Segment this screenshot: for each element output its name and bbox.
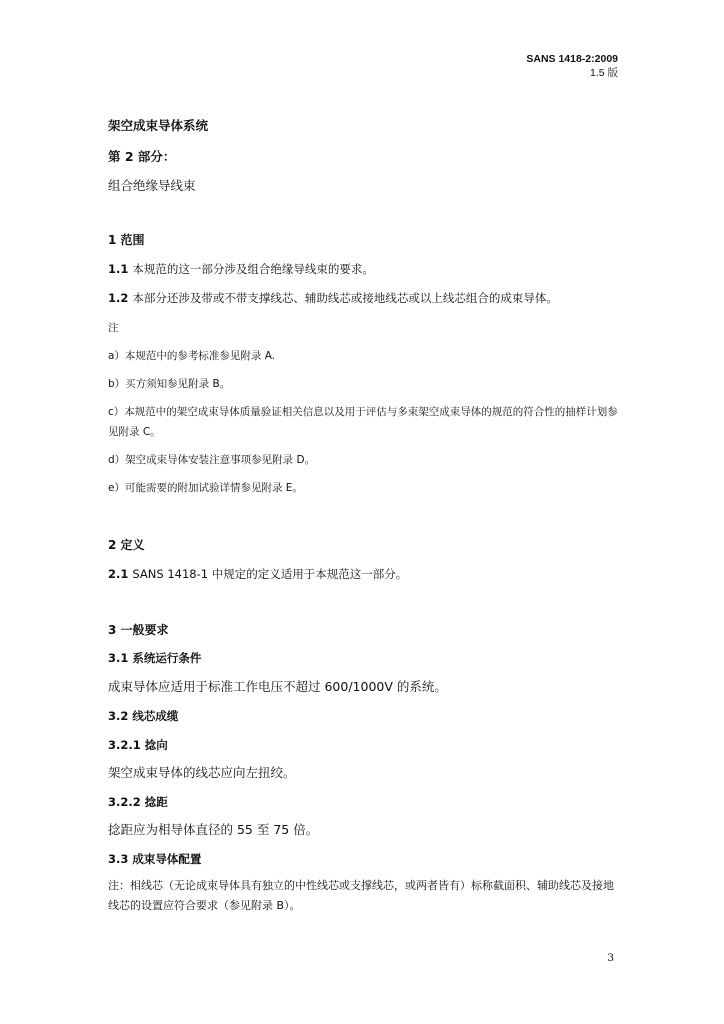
edition-label: 1.5 版	[589, 67, 618, 79]
clause-1-2	[108, 290, 558, 306]
part-label: 第 2 部分：	[108, 149, 176, 164]
clause-text: 本部分还涉及带或不带支撑线芯、辅助线芯或接地线芯或以上线芯组合的成束导体。	[132, 291, 558, 305]
clause-number: 1.2	[108, 291, 129, 305]
note-item: c）本规范中的架空成束导体质量验证相关信息以及用于评估与多束架空成束导体的规范的符合性的抽样计划参见附录 C。	[108, 406, 618, 438]
subsection-3-2-1-heading: 3.2.1 捻向	[108, 738, 168, 752]
subsection-3-3-heading: 3.3 成束导体配置	[108, 852, 202, 866]
subsection-3-2-1-text: 架空成束导体的线芯应向左扭绞。	[108, 765, 296, 780]
clause-number: 1.1	[108, 262, 129, 276]
subsection-3-1-heading: 3.1 系统运行条件	[108, 651, 202, 665]
clause-number: 2.1	[108, 567, 129, 581]
clause-2-1	[108, 566, 407, 582]
note-item: b）买方须知参见附录 B。	[108, 378, 231, 390]
subsection-3-1-text: 成束导体应适用于标准工作电压不超过 600/1000V 的系统。	[108, 679, 447, 694]
document-header	[526, 52, 618, 80]
subsection-3-2-2-text: 捻距应为相导体直径的 55 至 75 倍。	[108, 822, 319, 837]
standard-number: SANS 1418-2:2009	[526, 53, 618, 65]
section-2-heading: 2 定义	[108, 538, 145, 552]
section-3-heading: 3 一般要求	[108, 623, 169, 637]
section-1-heading: 1 范围	[108, 233, 145, 247]
note-label: 注	[108, 322, 119, 334]
page-number: 3	[607, 952, 614, 964]
note-item: e）可能需要的附加试验详情参见附录 E。	[108, 482, 303, 494]
part-subtitle: 组合绝缘导线束	[108, 178, 196, 193]
subsection-3-2-2-heading: 3.2.2 捻距	[108, 795, 168, 809]
clause-1-1	[108, 261, 374, 277]
subsection-3-3-note: 注：相线芯（无论成束导体具有独立的中性线芯或支撑线芯，或两者皆有）标称截面积、辅助线芯及接地线芯的设置应符合要求（参见附录 B）。	[108, 879, 614, 912]
clause-text: SANS 1418-1 中规定的定义适用于本规范这一部分。	[132, 567, 408, 581]
document-title: 架空成束导体系统	[108, 118, 209, 133]
note-item: d）架空成束导体安装注意事项参见附录 D。	[108, 454, 316, 466]
clause-text: 本规范的这一部分涉及组合绝缘导线束的要求。	[132, 262, 374, 276]
note-item: a）本规范中的参考标准参见附录 A.	[108, 350, 276, 362]
subsection-3-2-heading: 3.2 线芯成缆	[108, 709, 179, 723]
